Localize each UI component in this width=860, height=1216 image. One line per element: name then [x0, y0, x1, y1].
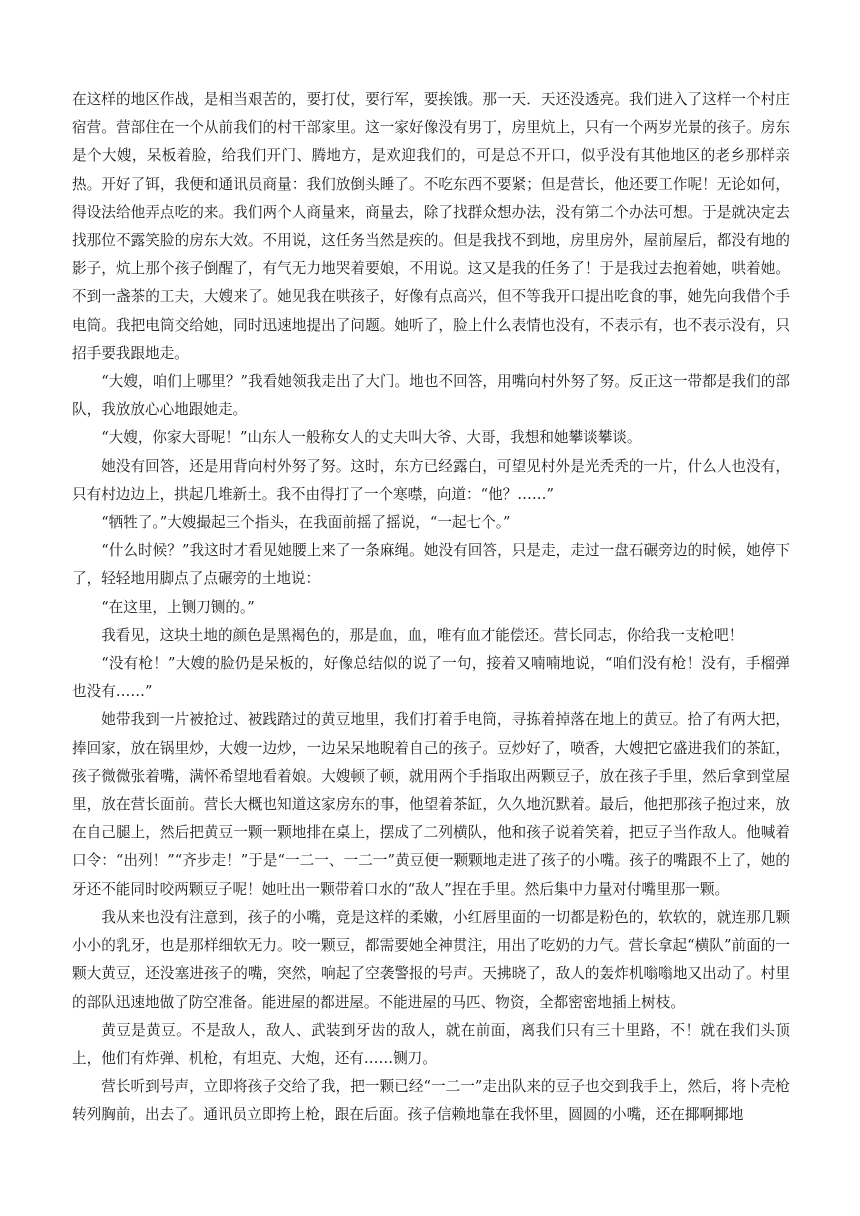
paragraph: 我看见，这块土地的颜色是黑褐色的，那是血，血，唯有血才能偿还。营长同志，你给我一支枪吧！	[101, 626, 744, 644]
paragraph: 营长听到号声，立即将孩子交给了我，把一颗已经“一二一”走出队来的豆子也交到我手上，然后，将卜壳枪转列胸前，出去了。通讯员立即挎上枪，跟在后面。孩子信赖地靠在我怀里，圆圆的小嘴，还在揶啊揶地	[72, 1078, 790, 1124]
paragraph: 在这样的地区作战，是相当艰苦的，要打仗，要行军，要挨饿。那一天．天还没透亮。我们进入了这样一个村庄宿营。营部住在一个从前我们的村干部家里。这一家好像没有男丁，房里炕上，只有一个两岁光景的孩子。房东是个大嫂，呆板着脸，给我们开门、腾地方，是欢迎我们的，可是总不开口，似乎没有其他地区的老乡那样亲热。开好了铒，我便和通讯员商量：我们放倒头睡了。不吃东西不要紧；但是营长，他还要工作呢！无论如何，得设法给他弄点吃的来。我们两个人商量来，商量去，除了找群众想办法，没有第二个办法可想。于是就决定去找那位不露笑脸的房东大效。不用说，这任务当然是疾的。但是我找不到地，房里房外，屋前屋后，都没有地的影子，炕上那个孩子倒醒了，有气无力地哭着要娘，不用说。这又是我的任务了！于是我过去抱着她，哄着她。不到一盏茶的工夫，大嫂来了。她见我在哄孩子，好像有点高兴，但不等我开口提出吃食的事，她先向我借个手电筒。我把电筒交给她，同时迅速地提出了问题。她听了，脸上什么表情也没有，不表示有，也不表示没有，只招手要我跟地走。	[72, 91, 790, 362]
paragraph: “没有枪！”大嫂的脸仍是呆板的，好像总结似的说了一句，接着又喃喃地说，“咱们没有枪！没有，手榴弹也没有……”	[72, 655, 790, 701]
paragraph: 我从来也没有注意到，孩子的小嘴，竟是这样的柔嫩，小红唇里面的一切都是粉色的，软软的，就连那几颗小小的乳牙，也是那样细软无力。咬一颗豆，都需要她全神贯注，用出了吃奶的力气。营长拿起“横队”前面的一颗大黄豆，还没塞进孩子的嘴，突然，响起了空袭警报的号声。天拂晓了，敌人的轰炸机嗡嗡地又出动了。村里的部队迅速地做了防空准备。能进屋的都进屋。不能进屋的马匹、物资，全都密密地插上树枝。	[72, 908, 790, 1011]
paragraph: “什么时候？”我这时才看见她腰上来了一条麻绳。她没有回答，只是走，走过一盘石碾旁边的时候，她停下了，轻轻地用脚点了点碾旁的土地说：	[72, 542, 790, 588]
paragraph: 她没有回答，还是用背向村外努了努。这时，东方已经露白，可望见村外是光秃秃的一片，什么人也没有，只有村边边上，拱起几堆新土。我不由得打了一个寒噤，向道：“他？……”	[72, 457, 790, 503]
paragraph: “大嫂，咱们上哪里？”我看她领我走出了大门。地也不回答，用嘴向村外努了努。反正这一带都是我们的部队，我放放心心地跟她走。	[72, 373, 790, 419]
paragraph: “在这里，上铡刀铡的。”	[101, 598, 255, 616]
paragraph: 黄豆是黄豆。不是敌人，敌人、武装到牙齿的敌人，就在前面，离我们只有三十里路，不！就在我们头顶上，他们有炸弹、机枪，有坦克、大炮，还有……铡刀。	[72, 1021, 790, 1067]
paragraph: “大嫂，你家大哥呢！”山东人一般称女人的丈夫叫大爷、大哥，我想和她攀谈攀谈。	[101, 429, 642, 447]
paragraph: 她带我到一片被抢过、被践踏过的黄豆地里，我们打着手电筒，寻拣着掉落在地上的黄豆。拾了有两大把，捧回家，放在锅里炒，大嫂一边炒，一边呆呆地睨着自己的孩子。豆炒好了，喷香，大嫂把它盛进我们的茶缸，孩子微微张着嘴，满怀希望地看着娘。大嫂顿了顿，就用两个手指取出两颗豆子，放在孩子手里，然后拿到堂屋里，放在营长面前。营长大概也知道这家房东的事，他望着茶缸，久久地沉默着。最后，他把那孩子抱过来，放在自己腿上，然后把黄豆一颗一颗地排在桌上，摆成了二列横队，他和孩子说着笑着，把豆子当作敌人。他喊着口令：“出列！”“齐步走！”于是“一二一、一二一”黄豆便一颗颗地走进了孩子的小嘴。孩子的嘴跟不上了，她的牙还不能同时咬两颗豆子呢！她吐出一颗带着口水的“敌人”捏在手里。然后集中力量对付嘴里那一颗。	[72, 711, 790, 898]
paragraph: “牺牲了。”大嫂撮起三个指头，在我面前摇了摇说，“一起七个。”	[101, 514, 511, 532]
document-body	[72, 86, 790, 1130]
